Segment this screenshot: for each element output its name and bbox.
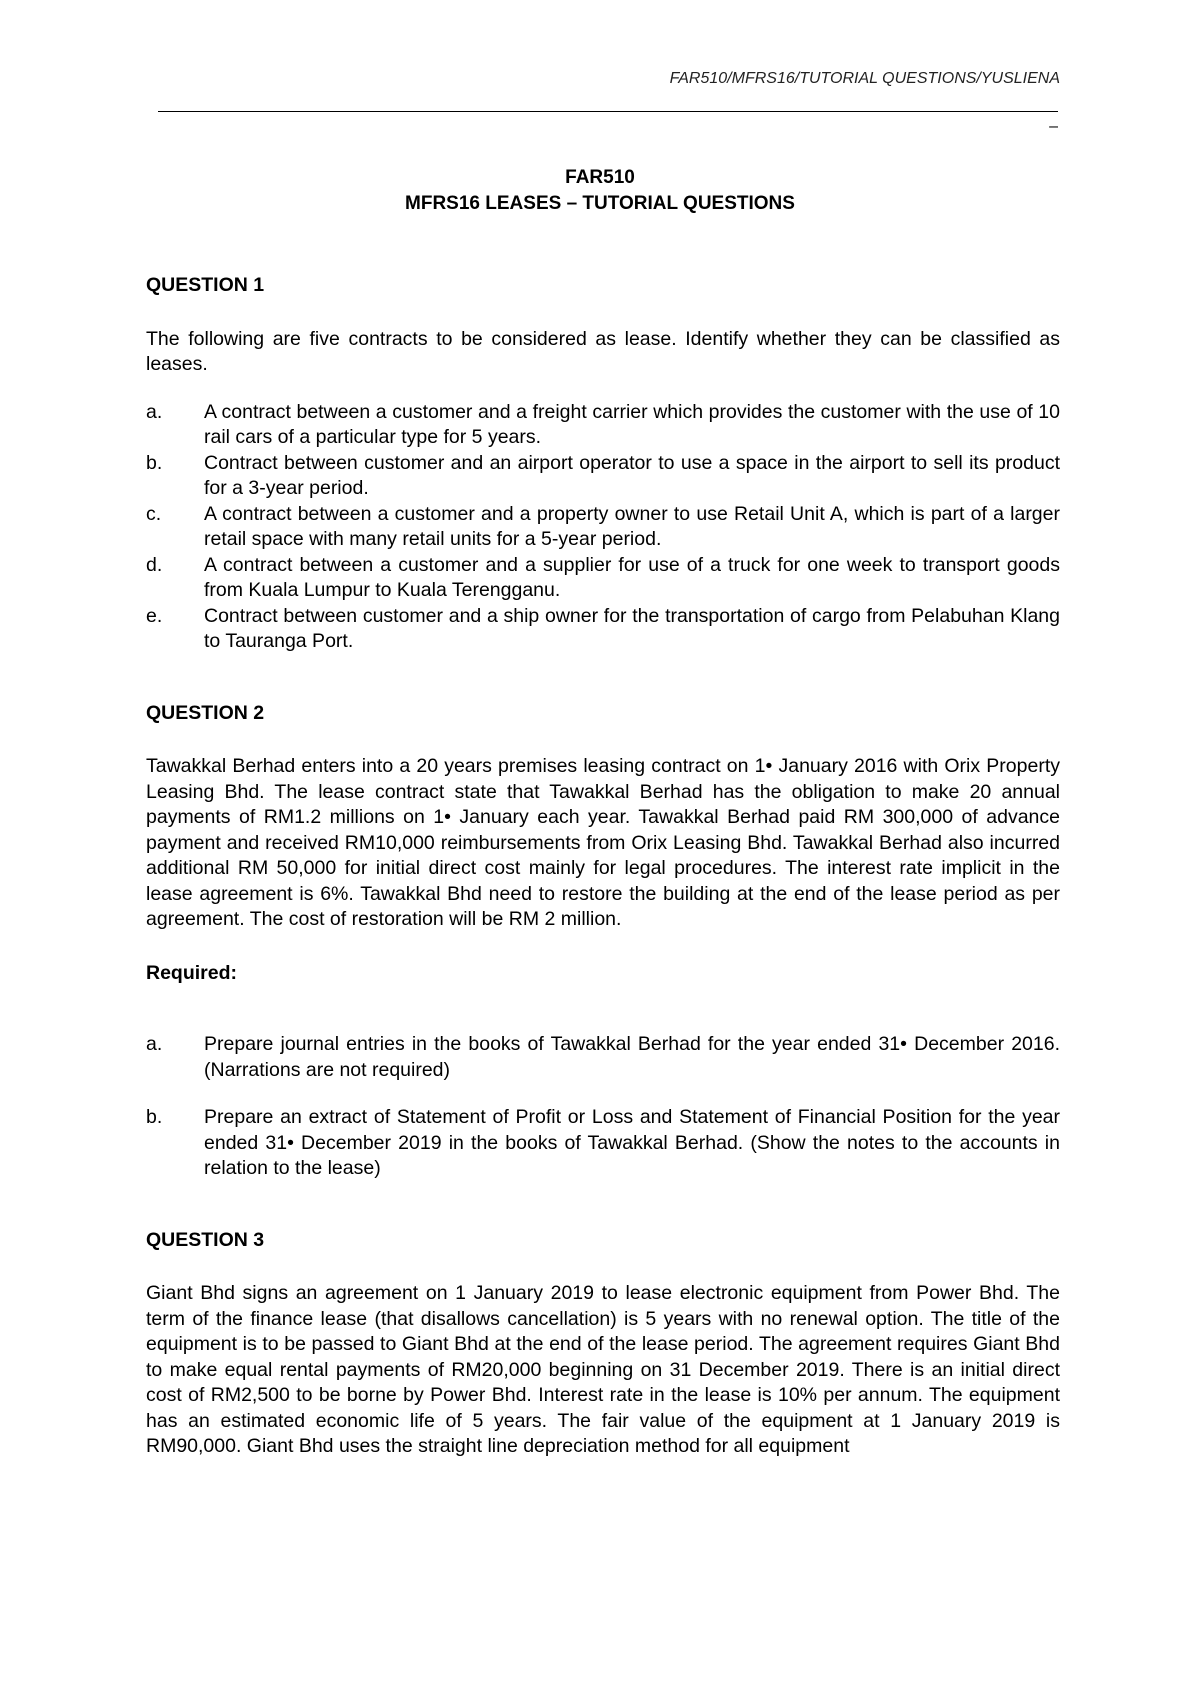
question-2-heading: QUESTION 2 — [146, 701, 265, 724]
list-marker: b. — [146, 1106, 163, 1128]
list-item — [146, 604, 1060, 655]
document-subtitle: MFRS16 LEASES – TUTORIAL QUESTIONS — [405, 193, 795, 214]
required-label: Required: — [146, 961, 238, 984]
list-marker: a. — [146, 1033, 163, 1055]
question-3-body: Giant Bhd signs an agreement on 1 January 2019 to lease electronic equipment from Power Bhd. The term of the finance lease (that disallows cancellation) is 5 years with no renewal option. The title of the equipment is to be passed to Giant Bhd at the end of the lease period. The agreement requires Giant Bhd to make equal rental payments of RM20,000 beginning on 31 December 2019. There is an initial direct cost of RM2,500 to be borne by Power Bhd. Interest rate in the lease is 10% per annum. The equipment has an estimated economic life of 5 years. The fair value of the equipment at 1 January 2019 is RM90,000. Giant Bhd uses the straight line depreciation method for all equipment — [146, 1282, 1060, 1457]
list-item — [146, 1032, 1060, 1083]
list-marker: a. — [146, 400, 163, 423]
course-title: FAR510 — [565, 167, 635, 188]
document-body — [146, 273, 1060, 1460]
question-1 — [146, 273, 1060, 655]
list-item-text: Prepare journal entries in the books of Tawakkal Berhad for the year ended 31• December 2016. (Narrations are not required) — [204, 1033, 1060, 1081]
header-dash: – — [1049, 118, 1058, 135]
header-divider — [158, 111, 1058, 112]
list-item-text: Contract between customer and an airport operator to use a space in the airport to sell its product for a 3-year period. — [204, 451, 1060, 499]
list-marker: b. — [146, 451, 163, 474]
list-item-text: A contract between a customer and a supplier for use of a truck for one week to transport goods from Kuala Lumpur to Kuala Terengganu. — [204, 553, 1060, 601]
list-item-text: A contract between a customer and a property owner to use Retail Unit A, which is part of a larger retail space with many retail units for a 5-year period. — [204, 502, 1060, 550]
page-title-block — [0, 165, 1200, 217]
question-2-body: Tawakkal Berhad enters into a 20 years premises leasing contract on 1• January 2016 with Orix Property Leasing Bhd. The lease contract state that Tawakkal Berhad has the obligation to make 20 annual payments of RM1.2 millions on 1• January each year. Tawakkal Berhad paid RM 300,000 of advance payment and received RM10,000 reimbursements from Orix Leasing Bhd. Tawakkal Berhad also incurred additional RM 50,000 for initial direct cost mainly for legal procedures. The interest rate implicit in the lease agreement is 6%. Tawakkal Bhd need to restore the building at the end of the lease period as per agreement. The cost of restoration will be RM 2 million. — [146, 755, 1060, 930]
question-3-heading: QUESTION 3 — [146, 1228, 265, 1251]
question-1-heading: QUESTION 1 — [146, 274, 265, 296]
list-marker: c. — [146, 502, 162, 525]
list-marker: e. — [146, 604, 163, 627]
list-item-text: A contract between a customer and a freight carrier which provides the customer with the use of 10 rail cars of a particular type for 5 years. — [204, 400, 1060, 448]
running-header: FAR510/MFRS16/TUTORIAL QUESTIONS/YUSLIENA — [669, 70, 1060, 87]
list-item-text: Contract between customer and a ship owner for the transportation of cargo from Pelabuhan Klang to Tauranga Port. — [204, 604, 1060, 652]
list-item — [146, 400, 1060, 451]
question-1-list — [146, 400, 1060, 655]
list-item — [146, 553, 1060, 604]
list-marker: d. — [146, 553, 163, 576]
question-2-list — [146, 1032, 1060, 1182]
question-2 — [146, 701, 1060, 1182]
list-item-text: Prepare an extract of Statement of Profit or Loss and Statement of Financial Position for the year ended 31• December 2019 in the books of Tawakkal Berhad. (Show the notes to the accounts in relation to the lease) — [204, 1106, 1060, 1179]
question-1-intro: The following are five contracts to be considered as lease. Identify whether they can be classified as leases. — [146, 327, 1060, 375]
list-item — [146, 502, 1060, 553]
list-item — [146, 451, 1060, 502]
question-3 — [146, 1228, 1060, 1460]
list-item — [146, 1105, 1060, 1182]
